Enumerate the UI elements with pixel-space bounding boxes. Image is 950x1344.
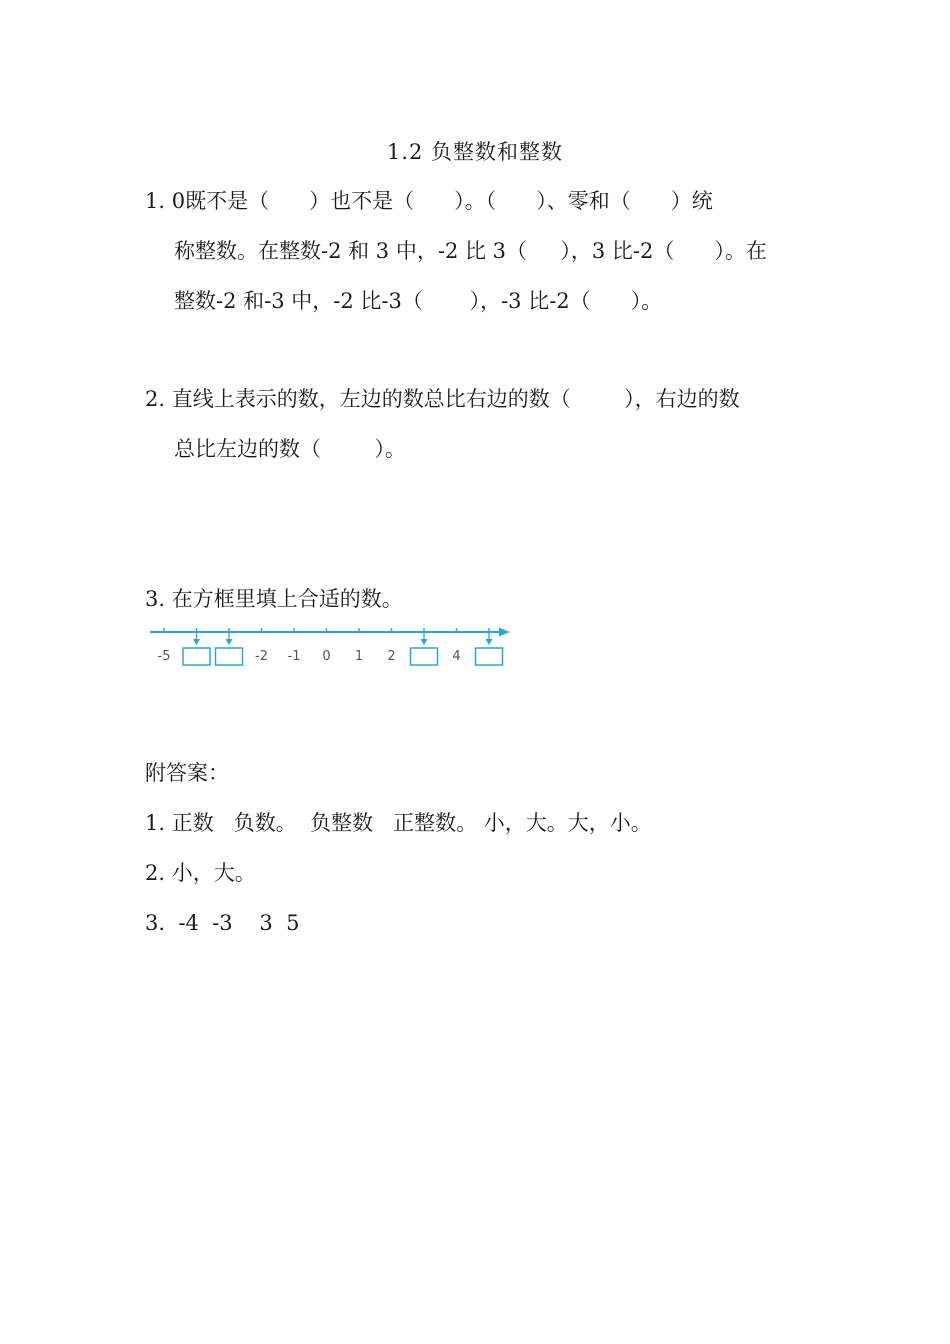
answer-box	[216, 648, 243, 665]
pointer-arrow-head	[193, 639, 200, 645]
number-line-svg	[148, 622, 518, 672]
number-line-figure	[148, 622, 518, 672]
answer-box	[411, 648, 438, 665]
tick-label: 4	[452, 649, 461, 664]
pointer-arrow-head	[226, 639, 233, 645]
tick-label: -2	[255, 649, 268, 664]
tick-label: 1	[354, 649, 364, 664]
page-title: 1.2 负整数和整数	[386, 140, 564, 164]
q3-line-1: 3. 在方框里填上合适的数。	[145, 587, 403, 611]
q2-line-1: 2. 直线上表示的数，左边的数总比右边的数（ ），右边的数	[145, 387, 740, 411]
pointer-arrow-head	[486, 639, 493, 645]
answer-box	[183, 648, 210, 665]
tick-label: -1	[287, 649, 301, 664]
number-line-arrowhead	[499, 628, 510, 637]
answer-box	[476, 648, 503, 665]
answer-2: 2. 小，大。	[145, 861, 256, 885]
answer-1: 1. 正数 负数。 负整数 正整数。 小，大。大，小。	[145, 811, 652, 835]
tick-label: -5	[157, 649, 171, 664]
q1-line-2: 称整数。在整数-2 和 3 中，-2 比 3（ ），3 比-2（ ）。在	[174, 239, 767, 263]
answer-3: 3. -4 -3 3 5	[145, 911, 300, 935]
q1-line-3: 整数-2 和-3 中，-2 比-3（ ），-3 比-2（ ）。	[174, 289, 663, 313]
tick-label: 2	[387, 649, 396, 664]
q2-line-2: 总比左边的数（ ）。	[174, 437, 406, 461]
pointer-arrow-head	[421, 639, 428, 645]
tick-label: 0	[322, 649, 331, 664]
answers-heading: 附答案：	[145, 761, 229, 785]
q1-line-1: 1. 0既不是（ ）也不是（ ）。（ ）、零和（ ）统	[145, 189, 713, 213]
